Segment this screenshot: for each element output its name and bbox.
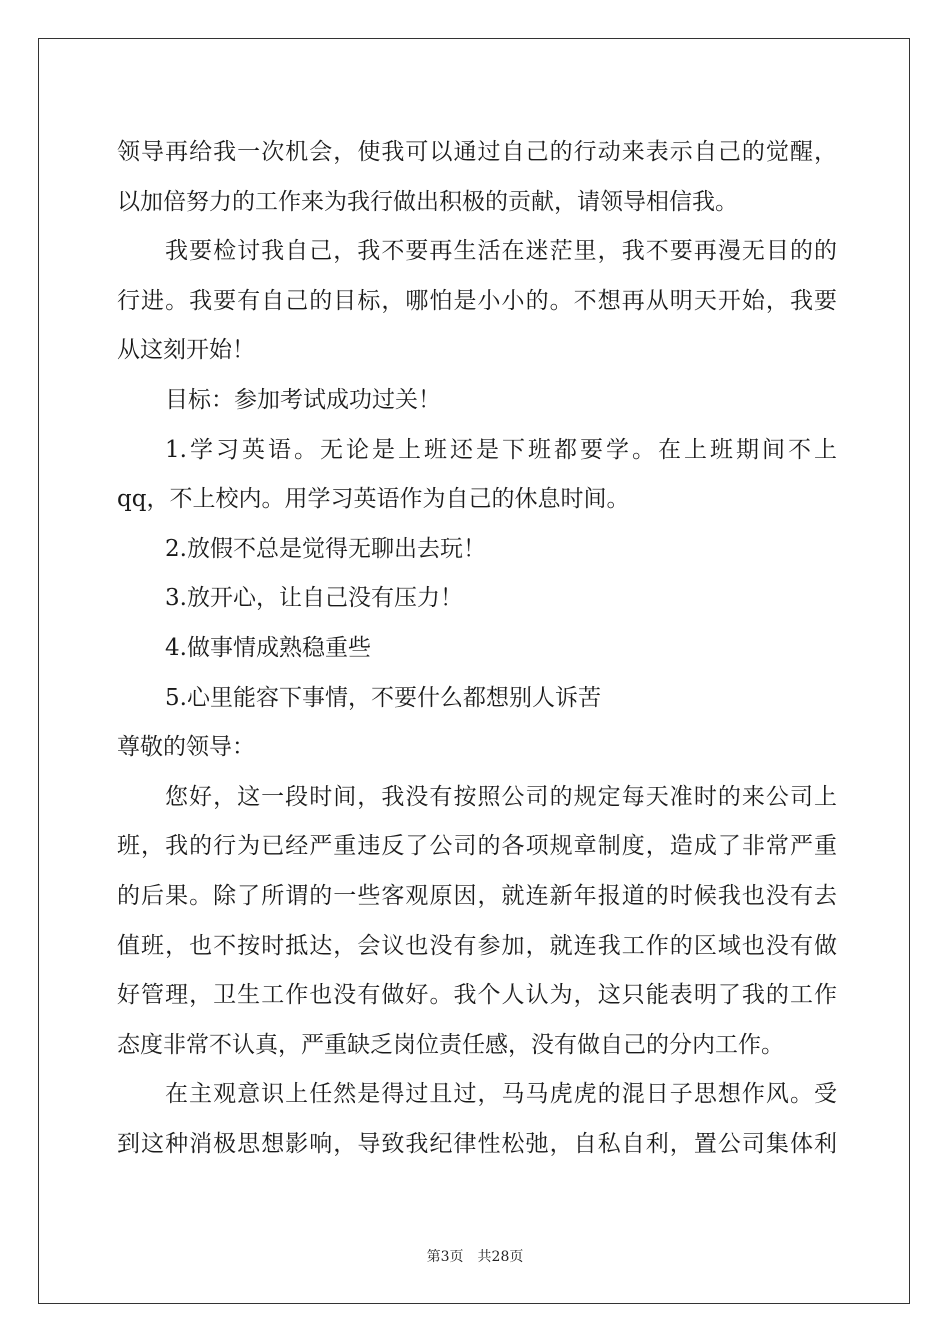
goal-heading: 目标：参加考试成功过关！ <box>165 386 441 413</box>
text-line: 态度非常不认真，严重缺乏岗位责任感，没有做自己的分内工作。 <box>117 1031 784 1058</box>
text-line: 我要检讨我自己，我不要再生活在迷茫里，我不要再漫无目的的 <box>165 238 837 265</box>
list-item: 5.心里能容下事情，不要什么都想别人诉苦 <box>165 684 601 711</box>
text-line: 行进。我要有自己的目标，哪怕是小小的。不想再从明天开始，我要 <box>117 287 837 314</box>
list-item: 3.放开心，让自己没有压力！ <box>165 585 463 612</box>
list-item: 1.学习英语。无论是上班还是下班都要学。在上班期间不上 <box>165 436 837 463</box>
text-line: 从这刻开始！ <box>117 337 255 364</box>
text-line: qq，不上校内。用学习英语作为自己的休息时间。 <box>117 486 630 513</box>
text-line: 在主观意识上任然是得过且过，马马虎虎的混日子思想作风。受 <box>165 1081 837 1108</box>
list-item: 4.做事情成熟稳重些 <box>165 634 371 661</box>
text-line: 好管理，卫生工作也没有做好。我个人认为，这只能表明了我的工作 <box>117 982 837 1009</box>
text-line: 您好，这一段时间，我没有按照公司的规定每天准时的来公司上 <box>165 783 837 810</box>
text-line: 领导再给我一次机会，使我可以通过自己的行动来表示自己的觉醒， <box>117 139 837 165</box>
page-number: 第3页 <box>426 1249 464 1265</box>
text-line: 的后果。除了所谓的一些客观原因，就连新年报道的时候我也没有去 <box>117 882 837 909</box>
text-line: 班，我的行为已经严重违反了公司的各项规章制度，造成了非常严重 <box>117 833 837 860</box>
text-line: 以加倍努力的工作来为我行做出积极的贡献，请领导相信我。 <box>117 188 738 215</box>
page-total: 共28页 <box>477 1249 524 1265</box>
list-item: 2.放假不总是觉得无聊出去玩！ <box>165 535 486 562</box>
salutation: 尊敬的领导： <box>117 734 255 761</box>
text-line: 到这种消极思想影响，导致我纪律性松弛，自私自利，置公司集体利 <box>117 1130 837 1157</box>
document-body <box>117 128 837 1169</box>
page-footer <box>0 1246 950 1266</box>
text-line: 值班，也不按时抵达，会议也没有参加，就连我工作的区域也没有做 <box>117 932 837 959</box>
